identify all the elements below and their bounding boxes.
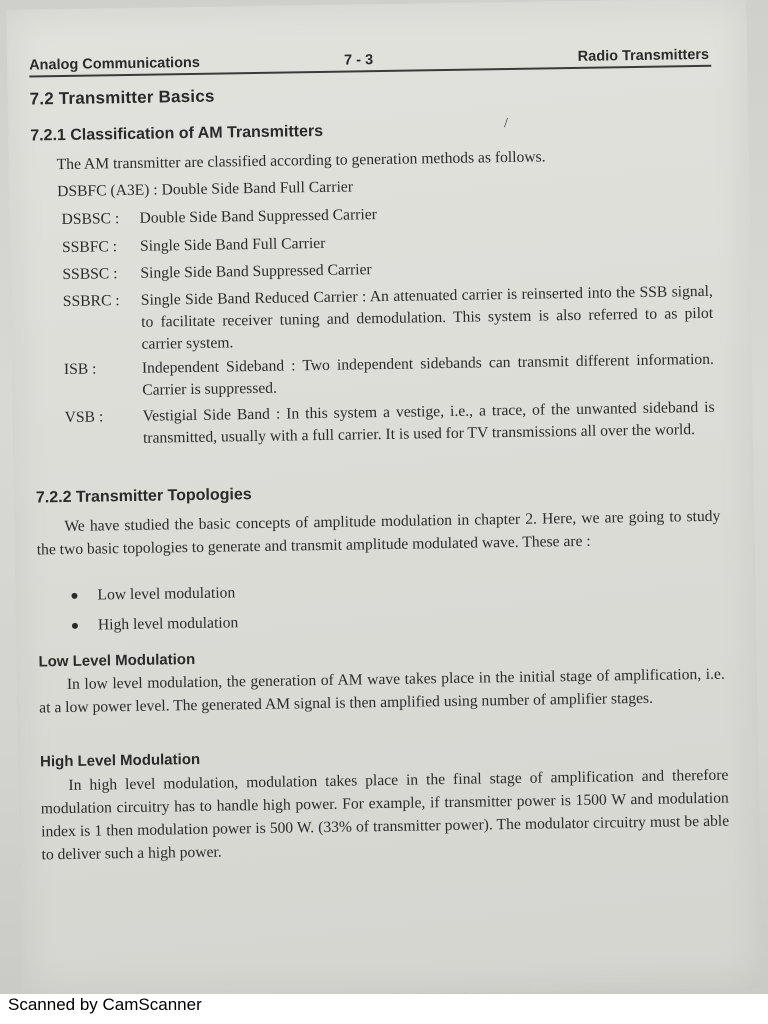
definition-item [65, 397, 716, 451]
definition-item [63, 281, 714, 357]
definition-desc: Vestigial Side Band : In this system a vestige, i.e., a trace, of the unwanted sideband is transmitted, usually with a full carrier. It is used for TV transmissions all over the world. [142, 398, 715, 447]
pencil-mark: / [503, 116, 509, 132]
definition-item [61, 199, 711, 231]
definition-desc: Double Side Band Suppressed Carrier [139, 206, 377, 227]
definition-item [57, 171, 707, 203]
definition-term: SSBSC : [62, 265, 118, 284]
list-item [71, 584, 235, 605]
bullet-dot [72, 623, 78, 629]
low-level-text: In low level modulation, the generation of AM wave takes place in the initial stage of amplification, i.e. at a low power level. The generated AM signal is then amplified using number of amplifier stages. [39, 665, 725, 717]
definition-term: SSBFC : [61, 238, 118, 257]
low-level-heading: Low Level Modulation [38, 650, 196, 671]
definition-desc: Single Side Band Full Carrier [139, 234, 326, 255]
header-chapter-title: Radio Transmitters [577, 46, 710, 65]
header-book-title: Analog Communications [29, 54, 201, 74]
definition-item [64, 349, 715, 403]
definition-term: ISB : [63, 360, 97, 379]
list-item-text: Low level modulation [97, 584, 236, 604]
scanner-watermark: Scanned by CamScanner [8, 995, 202, 1014]
subsection-title-classification: 7.2.1 Classification of AM Transmitters [30, 122, 324, 145]
definition-desc: Double Side Band Full Carrier [161, 178, 354, 199]
definition-desc: Independent Sideband : Two independent sidebands can transmit different information. Carrier is suppressed. [141, 350, 714, 399]
book-page [6, 0, 761, 994]
definition-term: VSB : [64, 408, 104, 427]
section-title: 7.2 Transmitter Basics [29, 86, 215, 109]
classification-intro: The AM transmitter are classified according to generation methods as follows. [56, 148, 546, 174]
list-item-text: High level modulation [97, 614, 239, 634]
definition-term: DSBSC : [61, 210, 120, 229]
high-level-heading: High Level Modulation [39, 750, 201, 771]
definition-desc: Single Side Band Reduced Carrier : An attenuated carrier is reinserted into the SSB signal, to facilitate receiver tuning and demodulation. This system is also referred to as pilot carrier system. [140, 282, 714, 353]
list-item [72, 614, 239, 635]
bullet-dot [71, 593, 77, 599]
definition-item [62, 227, 712, 259]
topologies-intro: We have studied the basic concepts of amplitude modulation in chapter 2. Here, we are going to study the two basic topologies to generate and transmit amplitude modulated wave. These are : [36, 507, 721, 559]
high-level-text: In high level modulation, modulation takes place in the final stage of amplification and therefore modulation circuitry has to handle high power. For example, if transmitter power is 1500 W and modulation index is 1 then modulation power is 500 W. (33% of transmitter power). The modulator circuitry must be able to deliver such a high power. [40, 766, 730, 864]
definition-term: SSBRC : [62, 292, 120, 311]
definition-desc: Single Side Band Suppressed Carrier [140, 261, 372, 282]
subsection-title-topologies: 7.2.2 Transmitter Topologies [35, 486, 252, 507]
definition-term: DSBFC (A3E) : [56, 181, 158, 201]
definition-item [62, 254, 712, 286]
header-page-number: 7 - 3 [343, 52, 374, 69]
